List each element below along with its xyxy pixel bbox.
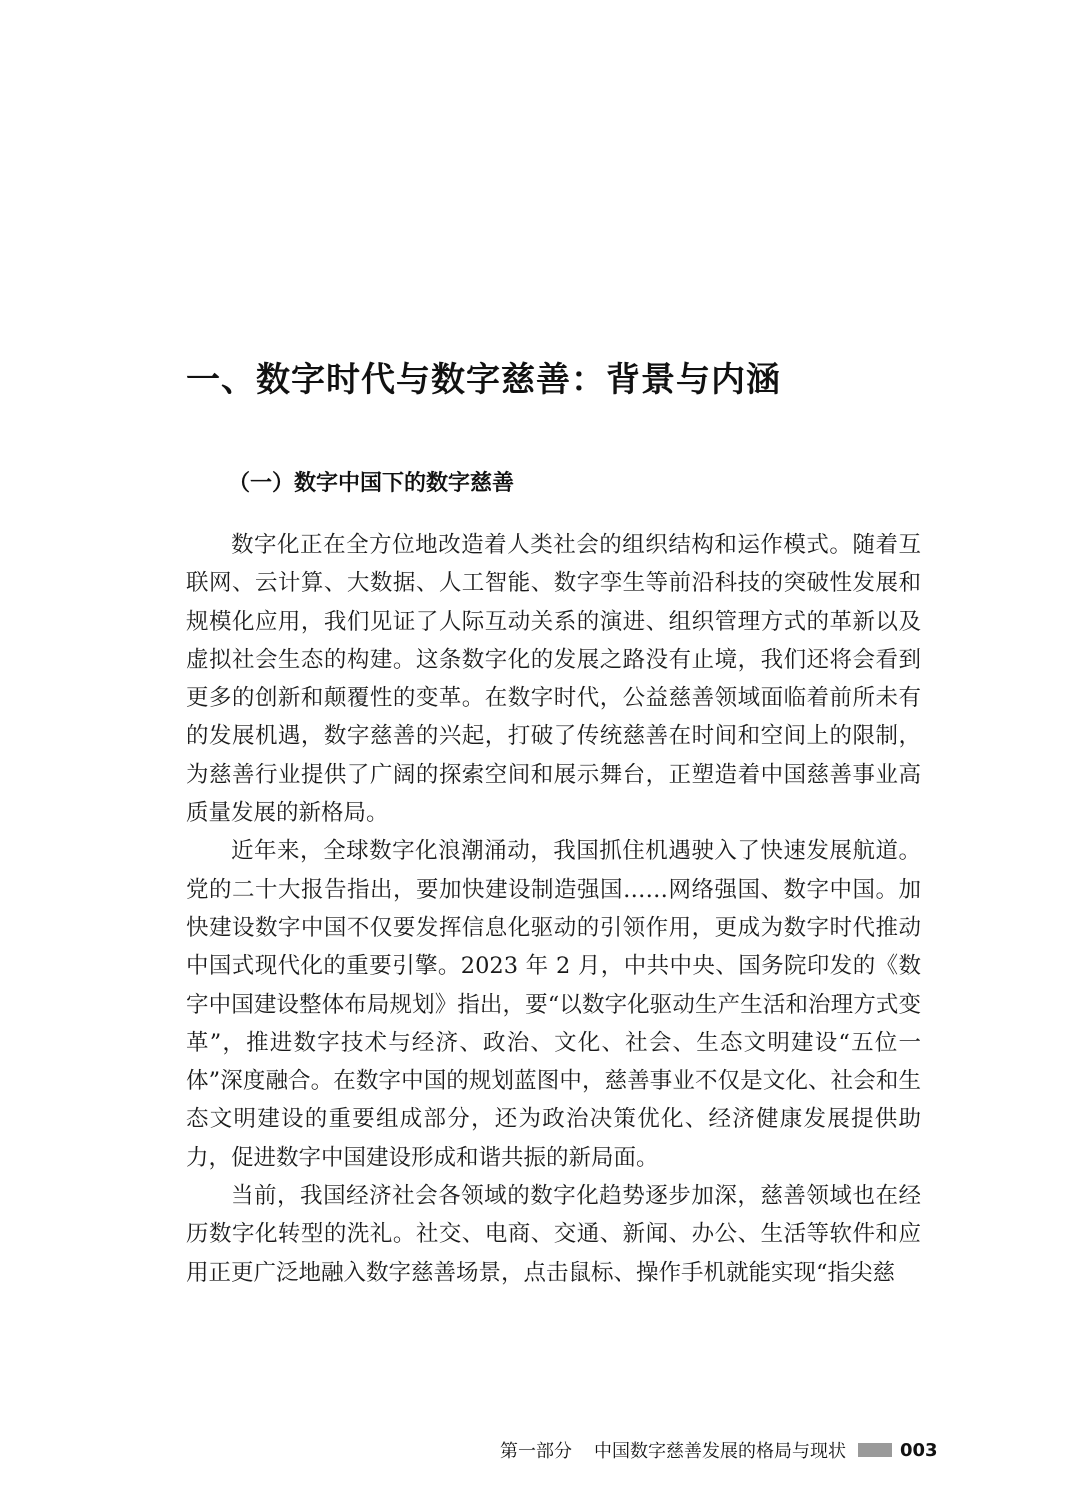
footer-marker-bar — [858, 1443, 892, 1457]
paragraph-2: 近年来，全球数字化浪潮涌动，我国抓住机遇驶入了快速发展航道。党的二十大报告指出，要加快建设制造强国……网络强国、数字中国。加快建设数字中国不仅要发挥信息化驱动的引领作用，更成为数字时代推动中国式现代化的重要引擎。2023 年 2 月，中共中央、国务院印发的《数字中国建设整体布局规划》指出，要“以数字化驱动生产生活和治理方式变革”，推进数字技术与经济、政治、文化、社会、生态文明建设“五位一体”深度融合。在数字中国的规划蓝图中，慈善事业不仅是文化、社会和生态文明建设的重要组成部分，还为政治决策优化、经济健康发展提供助力，促进数字中国建设形成和谐共振的新局面。 — [186, 838, 921, 1171]
section-title: （一）数字中国下的数字慈善 — [228, 471, 515, 496]
footer-chapter-title: 中国数字慈善发展的格局与现状 — [594, 1441, 846, 1462]
page-number: 003 — [900, 1439, 938, 1461]
body-text — [186, 526, 921, 1292]
page-footer — [500, 1432, 970, 1468]
chapter-title: 一、数字时代与数字慈善：背景与内涵 — [186, 360, 781, 400]
footer-part-label: 第一部分 — [500, 1441, 572, 1462]
paragraph-3: 当前，我国经济社会各领域的数字化趋势逐步加深，慈善领域也在经历数字化转型的洗礼。社交、电商、交通、新闻、办公、生活等软件和应用正更广泛地融入数字慈善场景，点击鼠标、操作手机就能实现“指尖慈 — [186, 1183, 921, 1286]
paragraph-1: 数字化正在全方位地改造着人类社会的组织结构和运作模式。随着互联网、云计算、大数据、人工智能、数字孪生等前沿科技的突破性发展和规模化应用，我们见证了人际互动关系的演进、组织管理方式的革新以及虚拟社会生态的构建。这条数字化的发展之路没有止境，我们还将会看到更多的创新和颠覆性的变革。在数字时代，公益慈善领域面临着前所未有的发展机遇，数字慈善的兴起，打破了传统慈善在时间和空间上的限制，为慈善行业提供了广阔的探索空间和展示舞台，正塑造着中国慈善事业高质量发展的新格局。 — [186, 532, 921, 827]
